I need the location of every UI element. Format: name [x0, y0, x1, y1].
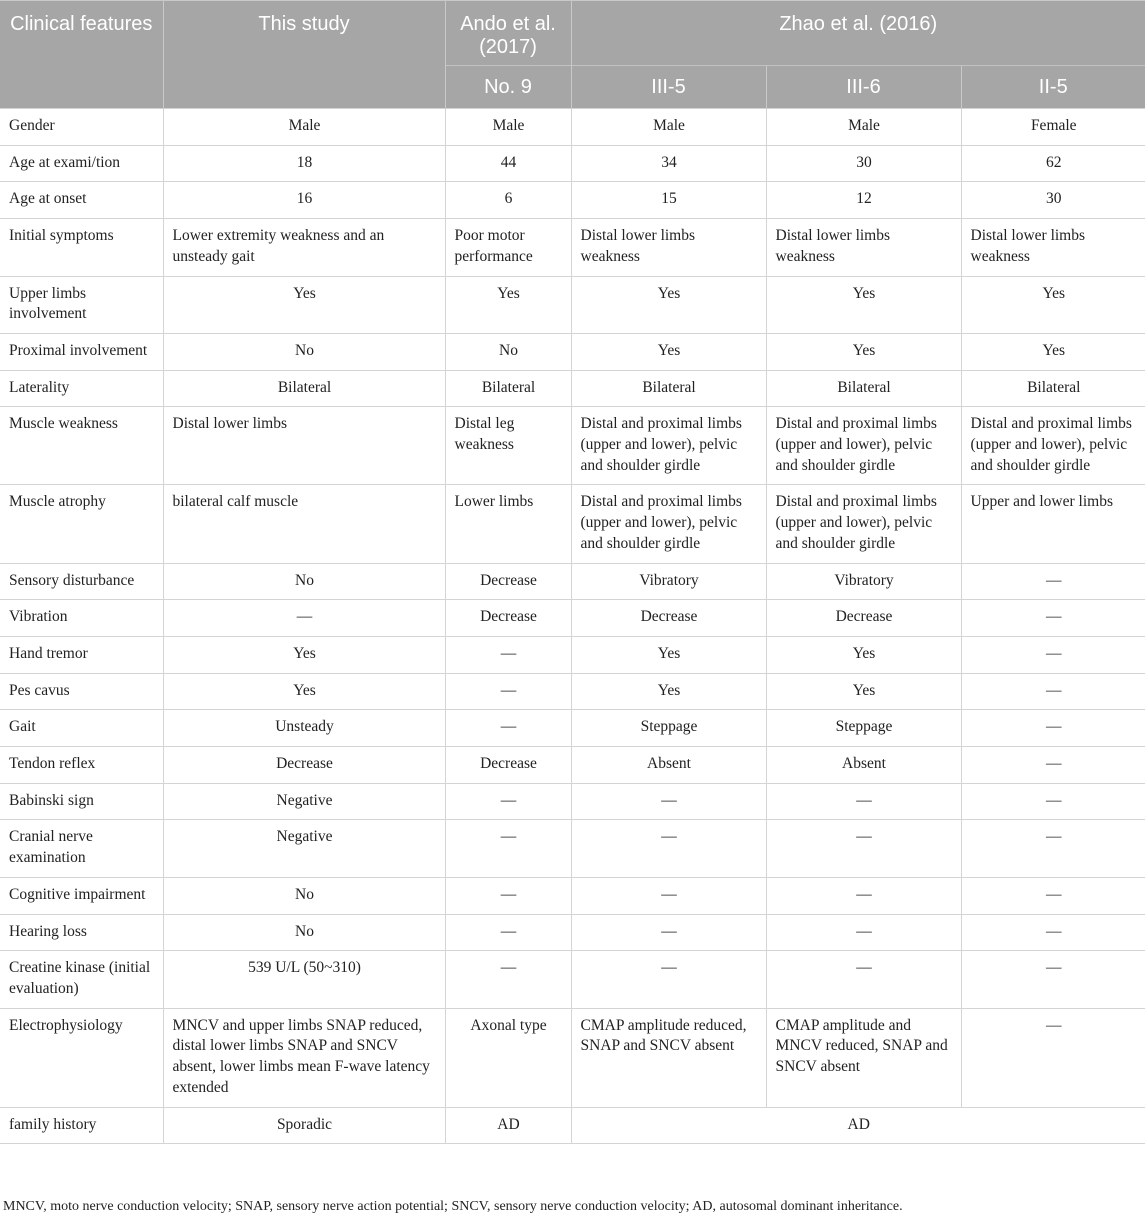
table-cell: Yes	[571, 636, 766, 673]
table-cell: Decrease	[445, 563, 571, 600]
table-cell: Distal and proximal limbs (upper and lower), pelvic and shoulder girdle	[766, 485, 961, 563]
table-cell: Yes	[571, 276, 766, 333]
table-cell: Decrease	[445, 600, 571, 637]
feature-label: Cognitive impairment	[0, 877, 163, 914]
table-cell: Bilateral	[766, 370, 961, 407]
header-sub-ii-5: II-5	[961, 66, 1145, 109]
table-cell: Female	[961, 109, 1145, 146]
table-cell: No	[163, 333, 445, 370]
table-cell: Male	[571, 109, 766, 146]
table-row	[0, 370, 1145, 407]
table-cell: —	[961, 747, 1145, 784]
table-cell: —	[766, 877, 961, 914]
feature-label: Laterality	[0, 370, 163, 407]
feature-label: Hand tremor	[0, 636, 163, 673]
table-cell: —	[961, 914, 1145, 951]
table-cell: Lower extremity weakness and an unsteady gait	[163, 219, 445, 276]
header-ando: Ando et al. (2017)	[445, 1, 571, 66]
table-row	[0, 673, 1145, 710]
table-cell: —	[961, 783, 1145, 820]
feature-label: Tendon reflex	[0, 747, 163, 784]
table-cell: Distal lower limbs weakness	[766, 219, 961, 276]
table-cell: Yes	[571, 333, 766, 370]
table-row	[0, 820, 1145, 877]
table-cell: Distal and proximal limbs (upper and lower), pelvic and shoulder girdle	[571, 407, 766, 485]
feature-label: Hearing loss	[0, 914, 163, 951]
table-row	[0, 877, 1145, 914]
table-row	[0, 182, 1145, 219]
table-cell: Distal and proximal limbs (upper and lower), pelvic and shoulder girdle	[961, 407, 1145, 485]
table-cell: Yes	[766, 636, 961, 673]
header-this-study: This study	[163, 1, 445, 109]
table-cell: Distal and proximal limbs (upper and lower), pelvic and shoulder girdle	[766, 407, 961, 485]
feature-label: Upper limbs involvement	[0, 276, 163, 333]
table-cell: Vibratory	[571, 563, 766, 600]
table-row	[0, 109, 1145, 146]
table-cell: 16	[163, 182, 445, 219]
table-cell: —	[445, 820, 571, 877]
table-cell: —	[961, 1008, 1145, 1107]
table-cell: —	[445, 877, 571, 914]
feature-label: Proximal involvement	[0, 333, 163, 370]
table-cell: Absent	[766, 747, 961, 784]
table-cell: Yes	[445, 276, 571, 333]
table-row-family-history	[0, 1107, 1145, 1144]
feature-label: Initial symptoms	[0, 219, 163, 276]
table-cell: —	[961, 710, 1145, 747]
table-cell: Yes	[766, 673, 961, 710]
table-cell: —	[445, 636, 571, 673]
table-row	[0, 1008, 1145, 1107]
table-cell: Steppage	[766, 710, 961, 747]
table-row	[0, 636, 1145, 673]
table-cell: Sporadic	[163, 1107, 445, 1144]
table-row	[0, 783, 1145, 820]
table-cell: Yes	[163, 673, 445, 710]
table-cell: —	[445, 783, 571, 820]
header-clinical-features: Clinical features	[0, 1, 163, 109]
table-cell: 62	[961, 145, 1145, 182]
feature-label: Muscle weakness	[0, 407, 163, 485]
table-cell: Distal lower limbs	[163, 407, 445, 485]
table-cell: —	[445, 673, 571, 710]
table-cell: CMAP amplitude reduced, SNAP and SNCV absent	[571, 1008, 766, 1107]
table-cell: —	[571, 914, 766, 951]
table-cell: Decrease	[571, 600, 766, 637]
table-cell: 6	[445, 182, 571, 219]
table-cell: Bilateral	[571, 370, 766, 407]
table-body	[0, 109, 1145, 1144]
feature-label: Vibration	[0, 600, 163, 637]
table-cell: —	[163, 600, 445, 637]
table-cell: Negative	[163, 783, 445, 820]
table-cell: —	[961, 600, 1145, 637]
table-cell: Steppage	[571, 710, 766, 747]
feature-label: Gender	[0, 109, 163, 146]
feature-label: Cranial nerve examination	[0, 820, 163, 877]
table-footnote: MNCV, moto nerve conduction velocity; SNAP, sensory nerve action potential; SNCV, sensory nerve conduction velocity; AD, autosomal dominant inheritance.	[3, 1199, 903, 1214]
table-cell: Decrease	[766, 600, 961, 637]
table-cell: bilateral calf muscle	[163, 485, 445, 563]
table-cell: No	[445, 333, 571, 370]
feature-label: Gait	[0, 710, 163, 747]
table-cell: MNCV and upper limbs SNAP reduced, distal lower limbs SNAP and SNCV absent, lower limbs mean F-wave latency extended	[163, 1008, 445, 1107]
table-row	[0, 563, 1145, 600]
table-cell: Yes	[163, 276, 445, 333]
table-cell: 34	[571, 145, 766, 182]
feature-label: Pes cavus	[0, 673, 163, 710]
table-row	[0, 747, 1145, 784]
table-cell: Upper and lower limbs	[961, 485, 1145, 563]
table-row	[0, 485, 1145, 563]
table-row	[0, 914, 1145, 951]
table-cell: —	[571, 877, 766, 914]
table-cell: Yes	[571, 673, 766, 710]
table-cell: Yes	[766, 276, 961, 333]
table-cell: Axonal type	[445, 1008, 571, 1107]
table-cell: —	[445, 710, 571, 747]
table-row	[0, 219, 1145, 276]
table-row	[0, 951, 1145, 1008]
table-cell: 30	[766, 145, 961, 182]
table-row	[0, 145, 1145, 182]
table-cell: No	[163, 877, 445, 914]
table-cell: Absent	[571, 747, 766, 784]
table-cell: —	[571, 783, 766, 820]
header-sub-no9: No. 9	[445, 66, 571, 109]
table-cell: —	[445, 951, 571, 1008]
table-row	[0, 600, 1145, 637]
feature-label: Electrophysiology	[0, 1008, 163, 1107]
table-cell: 44	[445, 145, 571, 182]
table-cell: —	[766, 783, 961, 820]
feature-label: Age at onset	[0, 182, 163, 219]
table-cell: Yes	[961, 276, 1145, 333]
table-cell: —	[961, 563, 1145, 600]
header-sub-iii-5: III-5	[571, 66, 766, 109]
table-row	[0, 407, 1145, 485]
table-cell: Distal lower limbs weakness	[961, 219, 1145, 276]
table-cell: Poor motor performance	[445, 219, 571, 276]
table-cell: Unsteady	[163, 710, 445, 747]
table-cell: Yes	[766, 333, 961, 370]
feature-label: Sensory disturbance	[0, 563, 163, 600]
table-cell: CMAP amplitude and MNCV reduced, SNAP and SNCV absent	[766, 1008, 961, 1107]
feature-label: Creatine kinase (initial evaluation)	[0, 951, 163, 1008]
table-cell: Negative	[163, 820, 445, 877]
table-cell: Yes	[163, 636, 445, 673]
table-cell: —	[571, 820, 766, 877]
table-cell: Distal lower limbs weakness	[571, 219, 766, 276]
table-row	[0, 276, 1145, 333]
table-cell: No	[163, 914, 445, 951]
table-header	[0, 1, 1145, 109]
table-cell: Distal and proximal limbs (upper and lower), pelvic and shoulder girdle	[571, 485, 766, 563]
feature-label: family history	[0, 1107, 163, 1144]
table-cell: No	[163, 563, 445, 600]
table-cell: Male	[163, 109, 445, 146]
table-cell: AD	[571, 1107, 1145, 1144]
table-cell: Male	[445, 109, 571, 146]
feature-label: Babinski sign	[0, 783, 163, 820]
table-cell: Bilateral	[445, 370, 571, 407]
table-row	[0, 710, 1145, 747]
table-cell: Vibratory	[766, 563, 961, 600]
table-cell: —	[766, 951, 961, 1008]
table-cell: Decrease	[163, 747, 445, 784]
table-cell: Bilateral	[961, 370, 1145, 407]
table-row	[0, 333, 1145, 370]
table-cell: 539 U/L (50~310)	[163, 951, 445, 1008]
table-cell: Distal leg weakness	[445, 407, 571, 485]
table-cell: —	[445, 914, 571, 951]
table-cell: —	[961, 636, 1145, 673]
feature-label: Muscle atrophy	[0, 485, 163, 563]
table-cell: 15	[571, 182, 766, 219]
table-cell: Yes	[961, 333, 1145, 370]
table-cell: —	[961, 673, 1145, 710]
table-cell: Male	[766, 109, 961, 146]
header-sub-iii-6: III-6	[766, 66, 961, 109]
table-cell: 30	[961, 182, 1145, 219]
table-cell: —	[571, 951, 766, 1008]
table-cell: Lower limbs	[445, 485, 571, 563]
table-cell: —	[961, 820, 1145, 877]
table-cell: —	[766, 820, 961, 877]
table-cell: Bilateral	[163, 370, 445, 407]
table-cell: —	[961, 951, 1145, 1008]
table-cell: —	[766, 914, 961, 951]
header-zhao: Zhao et al. (2016)	[571, 1, 1145, 66]
table-cell: 12	[766, 182, 961, 219]
table-cell: Decrease	[445, 747, 571, 784]
feature-label: Age at exami/tion	[0, 145, 163, 182]
table-cell: —	[961, 877, 1145, 914]
table-cell: 18	[163, 145, 445, 182]
table-cell: AD	[445, 1107, 571, 1144]
